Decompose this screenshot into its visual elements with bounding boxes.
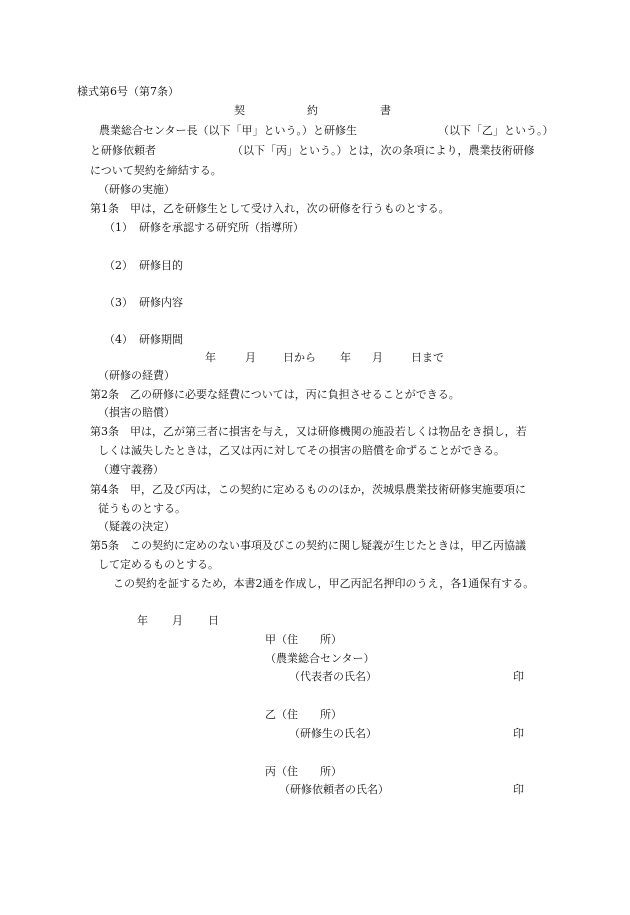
title-char-1: 契 [234,104,245,117]
period-month-start: 月 [245,351,256,364]
item4-number: （4） [104,333,133,346]
title-char-2: 約 [307,104,318,117]
preamble-line1-b: （以下「乙」という。） [438,124,554,137]
article5-heading: （疑義の決定） [98,520,175,533]
article5-text-line2: して定めるものとする。 [98,558,219,571]
article4-text-line1: 第4条 甲，乙及び丙は，この契約に定めるもののほか，茨城県農業技術研修実施要項に [90,483,526,496]
period-year-end: 年 [340,351,351,364]
party-c-address: 丙（住 所） [265,765,342,778]
article4-heading: （遵守義務） [98,463,164,476]
preamble-line2-b: （以下「丙」という。）とは，次の条項により，農業技術研修 [232,144,535,157]
party-b-name-label: （研修生の氏名） [289,727,377,740]
party-a-seal: 印 [513,670,524,683]
period-year-start: 年 [205,351,216,364]
party-c-seal: 印 [513,783,524,796]
party-b-address: 乙（住 所） [265,708,342,721]
article1-heading: （研修の実施） [98,183,175,196]
article2-heading: （研修の経費） [98,369,175,382]
period-month-end: 月 [372,351,383,364]
item1-label: 研修を承認する研究所（指導所） [139,221,304,234]
item3-label: 研修内容 [139,296,183,309]
preamble-line2-a: と研修依頼者 [90,144,156,157]
date-day: 日 [208,614,219,627]
period-day-start: 日から [283,351,316,364]
article3-heading: （損害の賠償） [98,406,175,419]
item3-number: （3） [104,296,133,309]
preamble-line3: について契約を締結する。 [90,164,222,177]
date-month: 月 [172,614,183,627]
title-char-3: 書 [380,104,391,117]
item2-number: （2） [104,259,133,272]
party-a-org: （農業総合センター） [265,652,375,665]
form-label: 様式第6号（第7条） [77,85,179,98]
period-day-end: 日まで [411,351,444,364]
item2-label: 研修目的 [139,259,183,272]
article5-text-line1: 第5条 この契約に定めのない事項及びこの契約に関し疑義が生じたときは，甲乙丙協議 [90,539,526,552]
article4-text-line2: 従うものとする。 [98,502,186,515]
item1-number: （1） [104,221,133,234]
date-year: 年 [137,614,148,627]
party-a-name-label: （代表者の氏名） [289,670,377,683]
preamble-line1-a: 農業総合センター長（以下「甲」という。）と研修生 [99,124,358,137]
article3-text-line1: 第3条 甲は，乙が第三者に損害を与え，又は研修機関の施設若しくは物品をき損し，若 [90,425,527,438]
article3-text-line2: しくは滅失したときは，乙又は丙に対してその損害の賠償を命ずることができる。 [98,444,505,457]
party-a-address: 甲（住 所） [265,633,342,646]
closing-statement: この契約を証するため，本書2通を作成し，甲乙丙記名押印のうえ，各1通保有する。 [113,577,535,590]
article2-text: 第2条 乙の研修に必要な経費については，丙に負担させることができる。 [90,388,460,401]
article1-text: 第1条 甲は，乙を研修生として受け入れ，次の研修を行うものとする。 [90,202,450,215]
party-b-seal: 印 [513,727,524,740]
party-c-name-label: （研修依頼者の氏名） [279,783,389,796]
item4-label: 研修期間 [139,333,183,346]
